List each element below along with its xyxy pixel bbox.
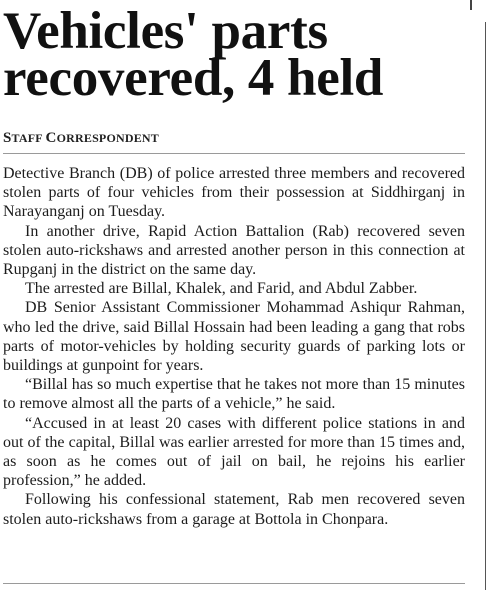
article-paragraph: The arrested are Billal, Khalek, and Farid, and Abdul Zabber. [25, 280, 418, 298]
byline-rest-2: ORRESPONDENT [56, 131, 160, 145]
headline-line-2: recovered, 4 held [3, 49, 384, 107]
article-body [3, 164, 465, 529]
headline-line-1: Vehicles' parts [3, 2, 328, 60]
byline-initial-c: C [45, 130, 57, 146]
article-end-divider [3, 583, 465, 584]
column-divider [485, 22, 486, 590]
article-paragraph: Following his confessional statement, Rab men recovered seven stolen auto-rickshaws from a garage at Bottola in Chonpara. [3, 491, 465, 528]
article-byline [3, 130, 159, 147]
article-paragraph: DB Senior Assistant Commissioner Mohammad Ashiqur Rahman, who led the drive, said Billal Hossain had been leading a gang that robs parts of motor-vehicles by holding security guards of parking lots or buildings at gunpoint for years. [3, 299, 465, 375]
article-headline [3, 2, 473, 107]
article-paragraph: In another drive, Rapid Action Battalion (Rab) recovered seven stolen auto-rickshaws and arrested another person in this connection at Rupganj in the district on the same day. [3, 222, 465, 279]
article-paragraph: “Billal has so much expertise that he takes not more than 15 minutes to remove almost all the parts of a vehicle,” he said. [3, 376, 465, 413]
article-paragraph: “Accused in at least 20 cases with different police stations in and out of the capital, Billal was earlier arrested for more than 15 times and, as soon as he comes out of jail on bail, he rejoins his earlier profession,” he added. [3, 414, 465, 490]
article-paragraph: Detective Branch (DB) of police arrested three members and recovered stolen parts of four vehicles from their possession at Siddhirganj in Narayanganj on Tuesday. [3, 165, 465, 221]
byline-divider [3, 153, 465, 154]
byline-initial-s: S [3, 130, 12, 146]
byline-rest-1: TAFF [11, 131, 46, 145]
